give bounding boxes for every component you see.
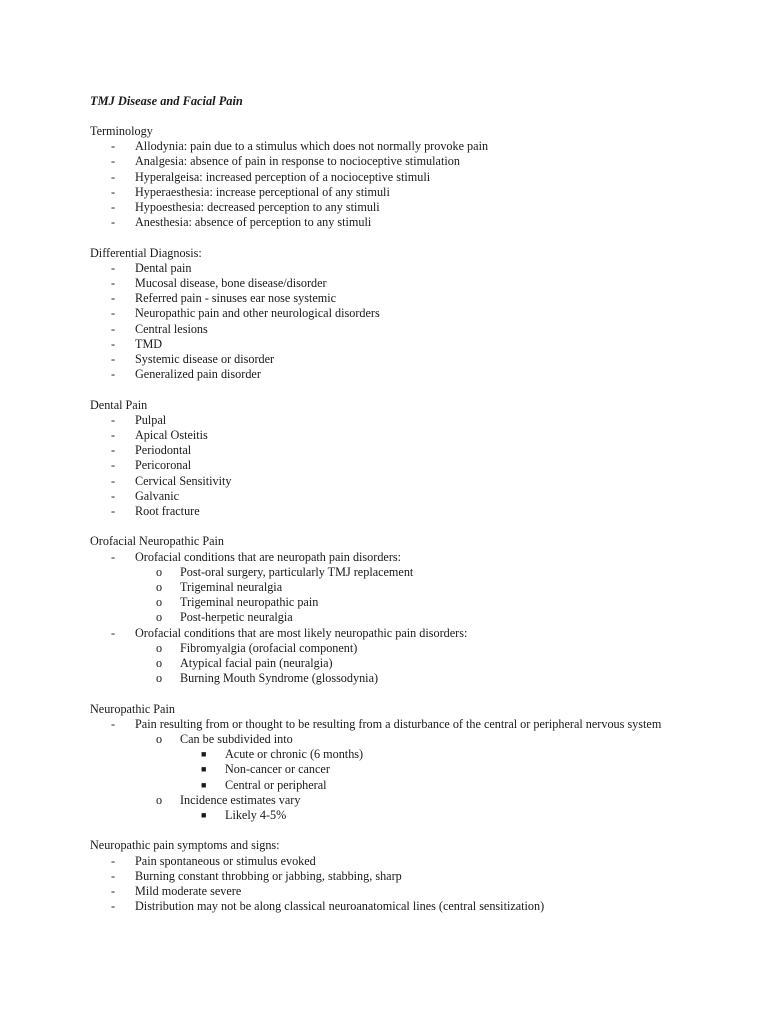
list-item <box>90 717 730 732</box>
list-item <box>90 139 730 154</box>
list-item <box>90 732 730 747</box>
list-item <box>90 610 730 625</box>
list-item <box>90 291 730 306</box>
bullet-marker: - <box>111 154 116 169</box>
bullet-marker: - <box>111 716 116 731</box>
bullet-marker: o <box>156 595 163 610</box>
list-item-text: Post-oral surgery, particularly TMJ replacement <box>180 564 414 579</box>
list-item <box>90 306 730 321</box>
list-item-text: Systemic disease or disorder <box>135 352 275 367</box>
list-item <box>90 185 730 200</box>
list-item-text: Allodynia: pain due to a stimulus which does not normally provoke pain <box>135 139 489 154</box>
section <box>90 838 730 914</box>
list-item-text: Orofacial conditions that are neuropath pain disorders: <box>135 549 402 564</box>
document-title: TMJ Disease and Facial Pain <box>90 94 243 108</box>
list-item-text: Periodontal <box>135 443 192 458</box>
document-body <box>90 124 730 930</box>
bullet-marker: - <box>111 169 116 184</box>
list-item-text: Central lesions <box>135 321 208 336</box>
list-item <box>90 595 730 610</box>
bullet-marker: - <box>111 504 116 519</box>
bullet-marker: - <box>111 200 116 215</box>
bullet-marker: o <box>156 610 163 625</box>
list-item-text: Pain resulting from or thought to be resulting from a disturbance of the central or peripheral nervous system <box>135 716 662 731</box>
list-item <box>90 489 730 504</box>
list-item <box>90 747 730 762</box>
list-item-text: Pulpal <box>135 412 167 427</box>
section <box>90 702 730 824</box>
list-item <box>90 626 730 641</box>
bullet-marker: - <box>111 139 116 154</box>
list-item <box>90 808 730 823</box>
list-item <box>90 443 730 458</box>
list-item-text: Referred pain - sinuses ear nose systemic <box>135 291 337 306</box>
list-item-text: Fibromyalgia (orofacial component) <box>180 640 358 655</box>
list-item <box>90 778 730 793</box>
list-item <box>90 793 730 808</box>
bullet-marker: - <box>111 884 116 899</box>
list-item <box>90 550 730 565</box>
bullet-marker: - <box>111 868 116 883</box>
list-item-text: Galvanic <box>135 488 179 503</box>
bullet-marker: o <box>156 564 163 579</box>
list-item <box>90 413 730 428</box>
bullet-marker: o <box>156 640 163 655</box>
section <box>90 124 730 230</box>
bullet-marker: - <box>111 899 116 914</box>
list-item <box>90 200 730 215</box>
list-item-text: Acute or chronic (6 months) <box>225 747 364 762</box>
list-item <box>90 367 730 382</box>
list-item-text: Hypoesthesia: decreased perception to any stimuli <box>135 200 380 215</box>
list-item <box>90 869 730 884</box>
list-item-text: Post-herpetic neuralgia <box>180 610 293 625</box>
list-item <box>90 337 730 352</box>
list-item <box>90 504 730 519</box>
list-item <box>90 170 730 185</box>
bullet-marker: - <box>111 215 116 230</box>
list-item <box>90 762 730 777</box>
bullet-marker: - <box>111 443 116 458</box>
section-heading: Dental Pain <box>90 397 148 412</box>
list-item-text: Orofacial conditions that are most likely neuropathic pain disorders: <box>135 625 468 640</box>
bullet-marker: o <box>156 656 163 671</box>
list-item-text: Apical Osteitis <box>135 428 208 443</box>
bullet-marker: - <box>111 428 116 443</box>
bullet-marker: - <box>111 488 116 503</box>
list-item <box>90 276 730 291</box>
bullet-marker: - <box>111 549 116 564</box>
section-heading: Neuropathic pain symptoms and signs: <box>90 838 280 853</box>
bullet-marker: o <box>156 732 163 747</box>
section <box>90 534 730 686</box>
list-item-text: Pain spontaneous or stimulus evoked <box>135 853 316 868</box>
bullet-marker: - <box>111 336 116 351</box>
list-item <box>90 154 730 169</box>
bullet-marker: - <box>111 853 116 868</box>
section-heading: Terminology <box>90 124 153 138</box>
list-item <box>90 641 730 656</box>
list-item <box>90 215 730 230</box>
list-item-text: Hyperaesthesia: increase perceptional of any stimuli <box>135 184 390 199</box>
list-item <box>90 854 730 869</box>
list-item-text: TMD <box>135 336 163 351</box>
section-heading: Orofacial Neuropathic Pain <box>90 534 225 549</box>
bullet-marker: ■ <box>201 749 207 760</box>
list-item-text: Mild moderate severe <box>135 884 242 899</box>
list-item-text: Distribution may not be along classical neuroanatomical lines (central sensitization) <box>135 899 545 914</box>
section-heading: Differential Diagnosis: <box>90 245 202 260</box>
list-item-text: Cervical Sensitivity <box>135 473 232 488</box>
section <box>90 246 730 383</box>
bullet-marker: o <box>156 671 163 686</box>
list-item-text: Mucosal disease, bone disease/disorder <box>135 276 327 291</box>
list-item-text: Dental pain <box>135 260 192 275</box>
bullet-marker: o <box>156 580 163 595</box>
list-item-text: Non-cancer or cancer <box>225 762 330 777</box>
list-item <box>90 656 730 671</box>
list-item-text: Burning Mouth Syndrome (glossodynia) <box>180 671 379 686</box>
list-item-text: Trigeminal neuralgia <box>180 580 283 595</box>
list-item-text: Burning constant throbbing or jabbing, stabbing, sharp <box>135 868 402 883</box>
list-item-text: Incidence estimates vary <box>180 792 301 807</box>
bullet-marker: - <box>111 276 116 291</box>
list-item <box>90 884 730 899</box>
section <box>90 398 730 520</box>
list-item <box>90 428 730 443</box>
list-item <box>90 565 730 580</box>
list-item <box>90 671 730 686</box>
bullet-marker: - <box>111 291 116 306</box>
list-item-text: Hyperalgeisa: increased perception of a nocioceptive stimuli <box>135 169 431 184</box>
bullet-marker: - <box>111 352 116 367</box>
list-item-text: Pericoronal <box>135 458 192 473</box>
list-item <box>90 322 730 337</box>
list-item-text: Generalized pain disorder <box>135 367 261 382</box>
bullet-marker: - <box>111 260 116 275</box>
bullet-marker: - <box>111 367 116 382</box>
list-item-text: Anesthesia: absence of perception to any stimuli <box>135 215 372 230</box>
list-item <box>90 474 730 489</box>
bullet-marker: - <box>111 321 116 336</box>
list-item-text: Atypical facial pain (neuralgia) <box>180 656 333 671</box>
list-item <box>90 899 730 914</box>
list-item-text: Root fracture <box>135 504 200 519</box>
bullet-marker: - <box>111 473 116 488</box>
bullet-marker: o <box>156 792 163 807</box>
list-item-text: Analgesia: absence of pain in response to nocioceptive stimulation <box>135 154 460 169</box>
bullet-marker: ■ <box>201 764 207 775</box>
list-item-text: Trigeminal neuropathic pain <box>180 595 319 610</box>
list-item <box>90 352 730 367</box>
list-item <box>90 261 730 276</box>
bullet-marker: - <box>111 625 116 640</box>
list-item-text: Neuropathic pain and other neurological disorders <box>135 306 380 321</box>
bullet-marker: - <box>111 458 116 473</box>
bullet-marker: ■ <box>201 810 207 821</box>
bullet-marker: - <box>111 184 116 199</box>
bullet-marker: - <box>111 412 116 427</box>
list-item <box>90 580 730 595</box>
list-item <box>90 458 730 473</box>
list-item-text: Central or peripheral <box>225 777 327 792</box>
list-item-text: Can be subdivided into <box>180 732 293 747</box>
section-heading: Neuropathic Pain <box>90 701 175 716</box>
bullet-marker: - <box>111 306 116 321</box>
bullet-marker: ■ <box>201 779 207 790</box>
list-item-text: Likely 4-5% <box>225 808 287 823</box>
